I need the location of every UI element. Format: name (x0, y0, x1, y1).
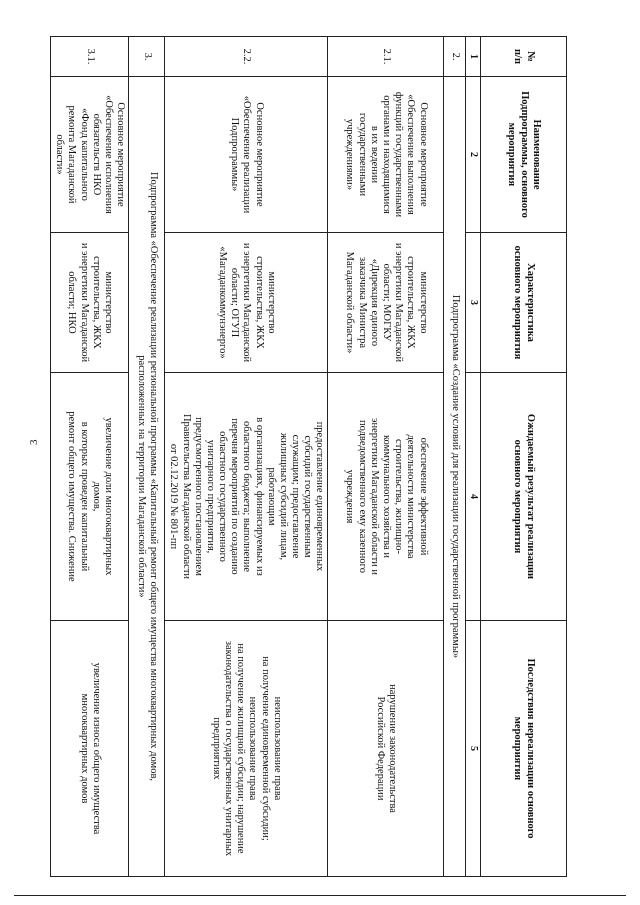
column-number: 1 (466, 37, 481, 77)
row-number: 2. (444, 37, 466, 77)
measure-name: Основное мероприятие «Обеспечение выполнения функций государственными органами и находящимися в их ведении государственными учреждениями» (328, 77, 444, 233)
header-characteristic: Характеристика основного мероприятия (481, 233, 567, 373)
column-number: 5 (466, 621, 481, 877)
bottom-divider (14, 895, 626, 896)
row-number: 2.2. (165, 37, 328, 77)
column-number: 3 (466, 233, 481, 373)
column-number-row (466, 37, 481, 877)
subprogram-row (444, 37, 466, 877)
table-row (165, 37, 328, 877)
measure-consequence: увеличение износа общего имущества многоквартирных домов (51, 621, 129, 877)
column-number: 4 (466, 373, 481, 621)
measure-name: Основное мероприятие «Обеспечение исполнения обязательств НКО «Фонд капитального ремонта Магаданской области» (51, 77, 129, 233)
row-number: 3.1. (51, 37, 129, 77)
column-number: 2 (466, 77, 481, 233)
measure-result: предоставление единовременных субсидий государственным служащим; предоставление жилищных субсидий лицам, работающим в организациях, финансируемых из областного бюджета; выполнение перечня мероприятий по созданию областного государственного унитарного предприятия, предусмотренного постановлением Правительства Магаданской области от 02.12.2019 № 801-пп (165, 373, 328, 621)
table-row (51, 37, 129, 877)
row-number: 3. (129, 37, 165, 77)
header-consequence: Последствия нереализации основного мероприятия (481, 621, 567, 877)
row-number: 2.1. (328, 37, 444, 77)
table-header-row (481, 37, 567, 877)
subprogram-row (129, 37, 165, 877)
measure-result: обеспечение эффективной деятельности министерства строительства, жилищно- коммунального хозяйства и энергетики Магаданской области и подведомственного ему казенного учреждения (328, 373, 444, 621)
measures-table (50, 36, 567, 877)
rotated-table-stage (54, 36, 567, 876)
measure-characteristic: министерство строительства, ЖКХ и энергетики Магаданской области; МОГКУ «Дирекция единого заказчика Министра Магаданской области» (328, 233, 444, 373)
subprogram-title: Подпрограмма «Создание условий для реализации государственной программы» (444, 77, 466, 877)
page-number: 3 (28, 439, 40, 445)
subprogram-title: Подпрограмма «Обеспечение реализации региональной программы «Капитальный ремонт общего имущества многоквартирных домов, расположенных на территории Магаданской области» (129, 77, 165, 877)
header-result: Ожидаемый результат реализации основного мероприятия (481, 373, 567, 621)
measure-characteristic: министерство строительства, ЖКХ и энергетики Магаданской области; НКО (51, 233, 129, 373)
measure-consequence: нарушение законодательства Российской Федерации (328, 621, 444, 877)
measure-name: Основное мероприятие «Обеспечение реализации Подпрограммы» (165, 77, 328, 233)
measure-consequence: неиспользование права на получение единовременной субсидии; неиспользование права на получение жилищной субсидии; нарушение законодательства о государственных унитарных предприятиях (165, 621, 328, 877)
measure-characteristic: министерство строительства, ЖКХ и энергетики Магаданской области; ОГУП «Магаданкоммунэнерго» (165, 233, 328, 373)
table-row (328, 37, 444, 877)
measure-result: увеличение доли многоквартирных домов, в которых проведен капитальный ремонт общего имущества. Снижение (51, 373, 129, 621)
header-number: № п/п (481, 37, 567, 77)
header-name: Наименование Подпрограммы, основного мероприятия (481, 77, 567, 233)
